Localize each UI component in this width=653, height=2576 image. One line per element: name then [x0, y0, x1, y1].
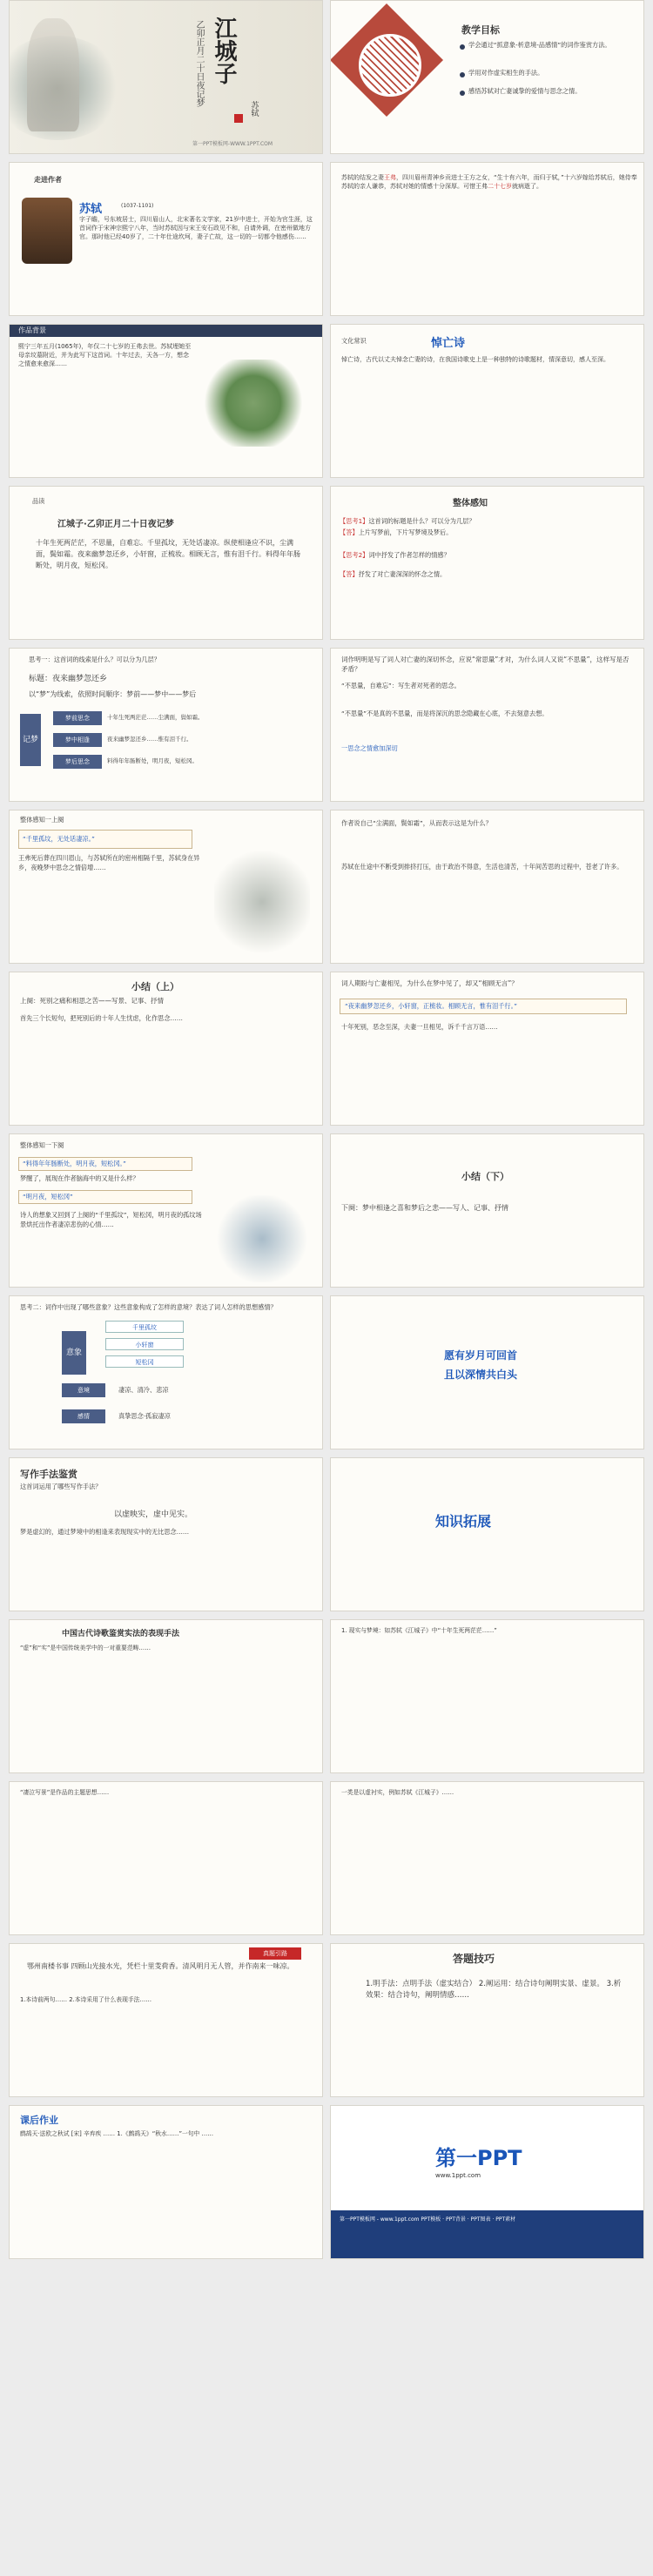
figure-illustration [27, 18, 79, 131]
r2-text: 夜来幽梦忽还乡……惟有泪千行。 [107, 736, 192, 743]
tag-ji: 记梦 [20, 714, 41, 766]
overall-a1 [340, 528, 636, 538]
ext-title: 知识拓展 [435, 1513, 492, 1530]
exam-tag: 真题引路 [249, 1947, 301, 1960]
slide-part1 [9, 810, 323, 964]
tag-qinggan: 感情 [62, 1409, 105, 1423]
slide-overall [330, 486, 644, 640]
yijing-text: 凄凉、清冷、悲凉 [118, 1386, 169, 1394]
summary1-title: 小结（上） [131, 981, 179, 992]
tips-title: 答题技巧 [453, 1953, 495, 1965]
think2-q: 词作明明是写了词人对亡妻的深切怀念，应说“常思量”才对，为什么词人又说“不思量”，这样写是否矛盾？ [341, 656, 629, 673]
bg-para-2: ，四川眉州青神乡贡进士王方之女，“生十有六年，而归于轼，”十六岁嫁给苏轼后，她侍奉苏轼的亲人谦恭，苏轼对她的情感十分深厚。可惜王弗 [341, 174, 637, 190]
slide-brand [330, 2105, 644, 2259]
think1-q: 思考一：这首词的线索是什么？可以分为几层？ [29, 656, 160, 663]
tag-3: 梦后思念 [53, 755, 102, 769]
overall-q2 [340, 551, 636, 561]
slide-methods [9, 1619, 323, 1773]
goal-1: 学会通过“抓意象-析意境-品感情”的词作鉴赏方法。 [468, 41, 611, 49]
title-main: 江城子 [211, 17, 237, 84]
goal-2: 学用对作虚实相生的手法。 [468, 69, 544, 77]
culture-text: 悼亡诗，古代以丈夫悼念亡妻的诗，在我国诗歌史上是一种独特的诗歌题材，情深意切，感人至深。 [341, 356, 609, 363]
img-1: 千里孤坟 [105, 1321, 184, 1333]
tech-title: 写作手法鉴赏 [20, 1469, 77, 1480]
bg-para-1: 苏轼的结发之妻 [341, 174, 384, 181]
seal-stamp [234, 114, 243, 123]
bullet [460, 44, 465, 50]
slide-methods3 [9, 1781, 323, 1935]
slide-think1 [9, 648, 323, 802]
portrait [22, 198, 72, 264]
bg-para-3: 就病逝了。 [512, 183, 542, 190]
summary2-title: 小结（下） [461, 1171, 509, 1182]
goal-3: 感悟苏轼对亡妻诚挚的爱情与思念之情。 [468, 87, 582, 95]
culture-title: 悼亡诗 [431, 337, 466, 350]
think2-a3: 一思念之情愈加深切 [341, 744, 398, 752]
slide-banner: 作品背景 [10, 325, 322, 337]
slide-methods4 [330, 1781, 644, 1935]
part1-title: 整体感知一上阕 [20, 816, 64, 824]
part1-text: 王弗死后葬在四川眉山，与苏轼所在的密州相隔千里，苏轼身在异乡，夜晚梦中思念之情倍增…… [18, 854, 200, 871]
q-text: 这首词的标题是什么？可以分为几层？ [368, 517, 475, 525]
overall-q1 [340, 517, 636, 527]
dream-q: 整体感知一下阕 [20, 1141, 64, 1149]
brand-sub: www.1ppt.com [435, 2172, 481, 2179]
bg-highlight-2: 二十七岁 [488, 183, 512, 190]
quote-line2: 且以深情共白头 [444, 1369, 518, 1381]
author-bio: 字子瞻，号东坡居士，四川眉山人，北宋著名文学家，21岁中进士，开始为官生涯，这首词作于宋神宗熙宁八年，当时苏轼因与宋王安石政见不和，自请外调，在密州做地方官。那时他已经40岁了，二十年仕途坎坷，妻子亡故，这一切的一切都令他感伤…… [79, 216, 313, 240]
methods4-text: 一类是以虚衬实，例如苏轼《江城子》…… [341, 1789, 454, 1796]
part1-quote: “千里孤坟，无处话凄凉。” [23, 835, 95, 843]
a-text: 抒发了对亡妻深深的怀念之情。 [358, 570, 447, 578]
methods-title: 中国古代诗歌鉴赏实法的表现手法 [62, 1630, 180, 1638]
author-years: (1037-1101) [121, 203, 154, 209]
img-3: 短松冈 [105, 1355, 184, 1368]
slide-title [9, 0, 323, 154]
slide-think2 [330, 648, 644, 802]
dream-text: 诗人的想象又回到了上阕的“千里孤坟”，短松冈，明月夜的孤坟场景烘托出作者凄凉悲伤的心情…… [20, 1211, 202, 1228]
slide-exam [9, 1943, 323, 2097]
part2-q: 词人期盼与亡妻相见，为什么在梦中见了，却又“相顾无言”？ [341, 979, 518, 987]
culture-label: 文化常识 [341, 337, 367, 345]
brand-footer-text: 第一PPT模板网 - www.1ppt.com PPT模板 · PPT背景 · PPT图表 · PPT素材 [340, 2216, 516, 2223]
author-name: 苏轼 [79, 203, 103, 216]
slide-methods2 [330, 1619, 644, 1773]
methods2-text: 1. 现实与梦境：如苏轼《江城子》中“十年生死两茫茫……” [341, 1627, 497, 1634]
slide-goals [330, 0, 644, 154]
tree-image [201, 360, 306, 447]
exam-text: 1.本诗前两句…… 2.本诗采用了什么表现手法…… [20, 1996, 152, 2003]
tag-1: 梦前思念 [53, 711, 102, 725]
bullet [460, 72, 465, 77]
think2-a2: “不思量”不是真的不思量，而是将深沉的思念隐藏在心底，不去刻意去想。 [341, 710, 549, 717]
exam-poem: 鄂州南楼书事 四顾山光接水光，凭栏十里芰荷香。清风明月无人管，并作南来一味凉。 [27, 1962, 294, 1970]
quote-line1: 愿有岁月可回首 [444, 1349, 518, 1362]
context-text: 熙宁三年五月(1065年)，年仅二十七岁的王弗去世。苏轼埋她至母亲坟墓附近，并为此写下这首词。十年过去，天各一方，想念之情愈来愈深…… [18, 343, 192, 367]
overall-title: 整体感知 [453, 499, 488, 508]
a-text: 上片写梦前，下片写梦境及梦后。 [358, 528, 453, 536]
slide-tips [330, 1943, 644, 2097]
goals-title: 教学目标 [461, 24, 500, 36]
img-2: 小轩窗 [105, 1338, 184, 1350]
qinggan-text: 真挚思念·孤寂凄凉 [118, 1412, 171, 1420]
part1b-text: 苏轼在仕途中不断受到排挤打压，由于政治不得意，生活也清苦，十年间苦思的过程中，苍老了许多。 [341, 863, 623, 871]
summary2-body: 下阕：梦中相逢之喜和梦后之悲——写人、记事、抒情 [341, 1204, 508, 1212]
slide-extension [330, 1457, 644, 1611]
tag-yixiang: 意象 [62, 1331, 86, 1375]
q-tag: 【思考2】 [340, 551, 369, 559]
slide-part1b [330, 810, 644, 964]
slide-summary2 [330, 1133, 644, 1288]
slide-summary1 [9, 972, 323, 1126]
slide-poem [9, 486, 323, 640]
r3-text: 料得年年肠断处，明月夜，短松冈。 [107, 757, 198, 764]
slide-part2 [330, 972, 644, 1126]
poem-section: 品读 [32, 497, 45, 505]
slide-quote [330, 1295, 644, 1449]
slide-homework [9, 2105, 323, 2259]
title-author: 苏轼 [249, 101, 259, 117]
slide-context [9, 324, 323, 478]
a-tag: 【答】 [340, 570, 359, 578]
methods3-text: “凄泣写景”是作品的主题思想…… [20, 1789, 110, 1796]
homework-title: 课后作业 [20, 2115, 58, 2126]
think1-a: 标题：夜来幽梦忽还乡 [29, 675, 108, 683]
tag-yijing: 意境 [62, 1383, 105, 1397]
slide-background [330, 162, 644, 316]
summary1-body: 首先三个长短句，把死别后的十年人生忧虑，化作思念…… [20, 1014, 183, 1022]
author-section: 走进作者 [34, 176, 62, 184]
homework-text: 鹧鸪天·送欧之秋试 [宋] 辛弃疾 …… 1.《鹧鸪天》“秋水……”一句中 …… [20, 2130, 214, 2137]
slide-author [9, 162, 323, 316]
q-text: 词中抒发了作者怎样的情感？ [368, 551, 450, 559]
part2-quote: “夜来幽梦忽还乡，小轩窗，正梳妆。相顾无言，惟有泪千行。” [345, 1002, 517, 1010]
bullet [460, 91, 465, 96]
methods-text: “虚”和“实”是中国传统美学中的一对重要范畴…… [20, 1644, 151, 1651]
figure-illustration [214, 845, 310, 958]
slide-technique [9, 1457, 323, 1611]
tech-center: 以虚映实，虚中见实。 [114, 1510, 193, 1519]
slide-dream [9, 1133, 323, 1288]
tech-q: 这首词运用了哪些写作手法？ [20, 1483, 102, 1490]
dream-quote1: “料得年年肠断处，明月夜，短松冈。” [23, 1160, 126, 1167]
lattice-pattern [359, 34, 421, 97]
slide-culture [330, 324, 644, 478]
structure-q: 思考二：词作中出现了哪些意象？这些意象构成了怎样的意境？表达了词人怎样的思想感情？ [20, 1303, 277, 1311]
poem-title: 江城子·乙卯正月二十日夜记梦 [57, 520, 174, 529]
tag-2: 梦中相逢 [53, 733, 102, 747]
tips-1: 1.明手法：点明手法（虚实结合） 2.阐运用：结合诗句阐明实景、虚景。 3.析效果：结合诗句，阐明情感…… [366, 1980, 622, 2000]
tech-text: 梦是虚幻的，通过梦境中的相逢来表现现实中的无比思念…… [20, 1528, 190, 1536]
part2-text: 十年死别，恶念至深，夫妻一旦相见，诉千千言万语…… [341, 1023, 498, 1031]
q-tag: 【思考1】 [340, 517, 369, 525]
slide-structure [9, 1295, 323, 1449]
title-sub: 乙卯正月二十日夜记梦 [194, 20, 204, 107]
site-url: 第一PPT模板网-WWW.1PPT.COM [192, 141, 273, 147]
think2-a1: “不思量，自难忘”：写生者对死者的思念。 [341, 682, 461, 689]
bg-text [341, 173, 637, 191]
part1b-q: 作者说自己“尘满面，鬓如霜”，从而表示这是为什么？ [341, 819, 492, 827]
dream-a: 梦醒了，展现在作者脑海中的又是什么样？ [20, 1174, 139, 1182]
overall-a2 [340, 570, 636, 580]
r1-text: 十年生死两茫茫……尘满面，鬓如霜。 [107, 714, 204, 721]
brand-logo: 第一PPT [435, 2146, 522, 2170]
bg-highlight: 王弗 [384, 174, 396, 181]
think1-b: 以“梦”为线索，依照时间顺序：梦前——梦中——梦后 [29, 690, 197, 698]
a-tag: 【答】 [340, 528, 359, 536]
summary1-head: 上阕：死别之痛和相思之苦——写景、记事、抒情 [20, 997, 164, 1005]
poem-body: 十年生死两茫茫，不思量，自难忘。千里孤坟，无处话凄凉。纵使相逢应不识，尘满面，鬓如霜。夜来幽梦忽还乡，小轩窗，正梳妆。相顾无言，惟有泪千行。料得年年肠断处，明月夜，短松冈。 [36, 539, 300, 569]
moon-illustration [214, 1195, 310, 1282]
dream-quote2: “明月夜，短松冈” [23, 1193, 73, 1201]
